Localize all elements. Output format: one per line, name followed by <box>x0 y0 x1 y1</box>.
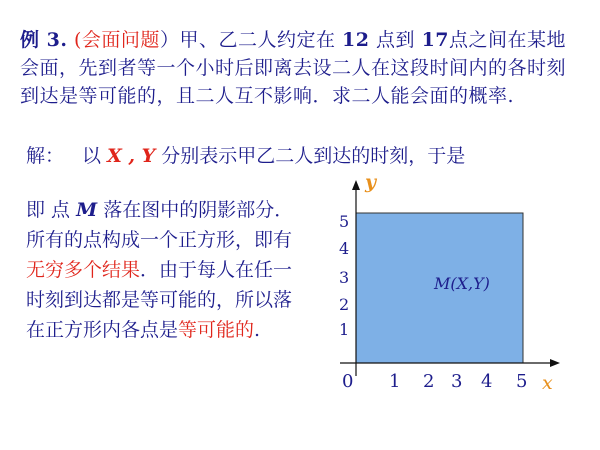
solution-intro: 以 <box>82 145 102 167</box>
y-axis-label: y <box>365 171 377 193</box>
x-tick-4: 4 <box>481 371 493 392</box>
y-tick-2: 2 <box>339 295 350 314</box>
note-a: 即 点 <box>26 199 71 221</box>
solution-label: 解： <box>26 145 65 167</box>
x-tick-5: 5 <box>516 371 528 392</box>
problem-text-a: ）甲、乙二人约定在 <box>159 29 336 51</box>
point-label: M(X,Y) <box>434 274 490 293</box>
problem-topic: 会面问题 <box>81 29 160 51</box>
solution-text: 分别表示甲乙二人到达的时刻，于是 <box>161 145 466 167</box>
x-axis-label: x <box>542 372 553 394</box>
end-hour: 17 <box>421 29 450 51</box>
paren-open: ( <box>74 29 82 51</box>
y-tick-3: 3 <box>339 268 350 287</box>
infinite-results: 无穷多个结果 <box>26 259 141 281</box>
example-number: 例 3. <box>20 29 68 51</box>
x-tick-2: 2 <box>423 371 435 392</box>
x-axis-arrow <box>550 359 560 367</box>
x-tick-1: 1 <box>389 371 401 392</box>
y-tick-5: 5 <box>339 212 350 231</box>
note-end: . <box>254 319 261 341</box>
y-tick-1: 1 <box>339 320 350 339</box>
problem-text-c: 点之间在某地会面，先到者等一个小时后即离去设二人在这段时间内的各时刻到达是等可能的，且二人互不影响．求二人能会面的概率. <box>20 29 567 107</box>
note-c: ．由于每人在任一时刻到达都是等可能的，所以落在正方形内各点是 <box>26 259 293 341</box>
y-axis-arrow <box>352 180 360 190</box>
point-m: M <box>76 199 98 221</box>
variables-xy: X , Y <box>107 145 156 167</box>
note-b: 落在图中的阴影部分．所有的点构成一个正方形，即有 <box>26 199 294 251</box>
problem-text-b: 点到 <box>376 29 416 51</box>
x-tick-3: 3 <box>451 371 463 392</box>
x-tick-0: 0 <box>342 371 354 392</box>
equally-likely: 等可能的 <box>178 319 255 341</box>
start-hour: 12 <box>342 29 370 51</box>
y-tick-4: 4 <box>339 239 350 258</box>
